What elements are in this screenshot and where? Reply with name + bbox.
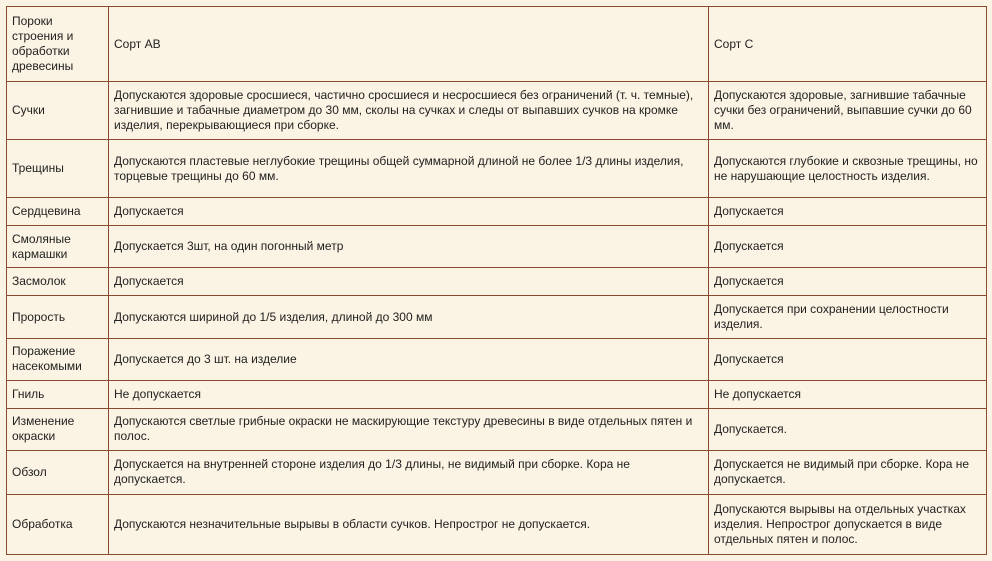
grade-c-cell: Допускаются здоровые, загнившие табачные сучки без ограничений, выпавшие сучки до 60 мм. [709,82,987,140]
grade-c-cell: Допускается при сохранении целостности изделия. [709,296,987,338]
defect-name: Поражение насекомыми [7,338,109,380]
grade-ab-cell: Допускаются шириной до 1/5 изделия, длиной до 300 мм [109,296,709,338]
grade-ab-cell: Допускаются незначительные вырывы в области сучков. Непрострог не допускается. [109,494,709,554]
defect-name: Сучки [7,82,109,140]
defect-name: Прорость [7,296,109,338]
defect-name: Гниль [7,380,109,408]
grade-ab-cell: Допускается [109,268,709,296]
grade-ab-cell: Допускаются светлые грибные окраски не маскирующие текстуру древесины в виде отдельных пятен и полос. [109,408,709,450]
table-row [7,408,987,450]
table-row [7,450,987,494]
grade-c-cell: Допускается [709,226,987,268]
grade-ab-cell: Допускаются здоровые сросшиеся, частично сросшиеся и несросшиеся без ограничений (т. ч. темные), загнившие и табачные диаметром до 30 мм, сколы на сучках и следы от выпавших сучков на кромке изделия, перекрывающиеся при сборке. [109,82,709,140]
table-row [7,82,987,140]
table-row [7,226,987,268]
grade-c-cell: Допускаются глубокие и сквозные трещины, но не нарушающие целостность изделия. [709,140,987,198]
grade-c-cell: Допускается [709,198,987,226]
header-defects: Пороки строения и обработки древесины [7,7,109,82]
defect-name: Обзол [7,450,109,494]
header-grade-ab: Сорт АВ [109,7,709,82]
table-row [7,198,987,226]
defect-name: Смоляные кармашки [7,226,109,268]
defect-name: Засмолок [7,268,109,296]
grade-ab-cell: Допускается до 3 шт. на изделие [109,338,709,380]
header-grade-c: Сорт С [709,7,987,82]
grade-ab-cell: Допускается 3шт, на один погонный метр [109,226,709,268]
grade-c-cell: Допускается [709,338,987,380]
table-row [7,296,987,338]
grade-c-cell: Допускается [709,268,987,296]
table-row [7,494,987,554]
table-row [7,338,987,380]
grade-ab-cell: Допускается на внутренней стороне изделия до 1/3 длины, не видимый при сборке. Кора не допускается. [109,450,709,494]
grade-c-cell: Допускаются вырывы на отдельных участках изделия. Непрострог допускается в виде отдельных пятен и полос. [709,494,987,554]
table-row [7,380,987,408]
header-row [7,7,987,82]
defect-name: Трещины [7,140,109,198]
grade-ab-cell: Не допускается [109,380,709,408]
table-row [7,268,987,296]
grade-c-cell: Не допускается [709,380,987,408]
grade-ab-cell: Допускается [109,198,709,226]
defect-name: Сердцевина [7,198,109,226]
defect-name: Изменение окраски [7,408,109,450]
defect-name: Обработка [7,494,109,554]
grade-c-cell: Допускается. [709,408,987,450]
table-row [7,140,987,198]
wood-grade-table [6,6,987,555]
grade-ab-cell: Допускаются пластевые неглубокие трещины общей суммарной длиной не более 1/3 длины изделия, торцевые трещины до 60 мм. [109,140,709,198]
grade-c-cell: Допускается не видимый при сборке. Кора не допускается. [709,450,987,494]
